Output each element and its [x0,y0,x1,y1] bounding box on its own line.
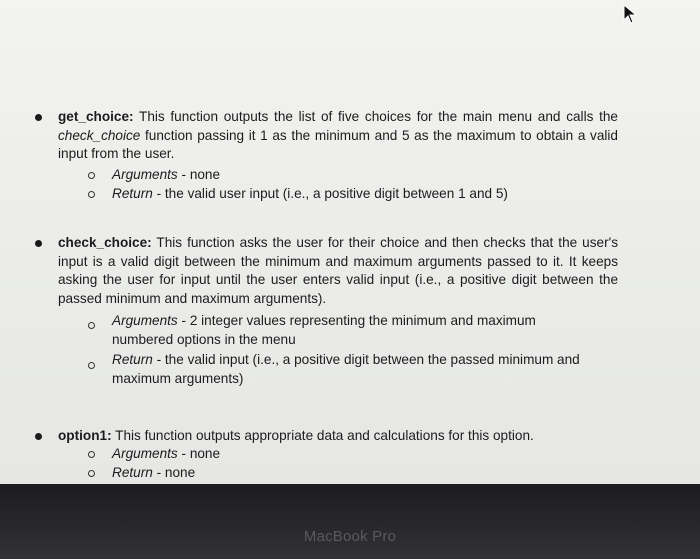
function-name: option1: [58,428,112,443]
sub-item-arguments [112,445,612,464]
paragraph-check-choice [58,234,618,308]
sub-bullet-icon [88,322,95,329]
function-name: check_choice: [58,235,152,250]
description-text: function passing it 1 as the minimum and 5 as the maximum to obtain a valid input from the user. [58,127,618,162]
sub-item-label: Arguments [112,167,178,182]
sub-item-desc: - none [177,446,221,461]
sub-bullet-icon [88,470,95,477]
bullet-icon [35,433,42,440]
sub-item-label: Arguments [112,313,178,328]
bullet-icon [35,240,42,247]
sub-item-desc: - the valid input (i.e., a positive digit between the passed minimum and maximum arguments) [112,352,580,386]
sub-bullet-icon [88,362,95,369]
description-text: This function outputs appropriate data and calculations for this option. [111,428,534,443]
paragraph-option1 [58,427,618,446]
paragraph-get-choice [58,108,618,164]
sub-item-label: Return [112,186,153,201]
sub-bullet-icon [88,172,95,179]
sub-item-arguments [112,166,612,185]
bullet-icon [35,114,42,121]
sub-item-desc: - none [177,167,221,182]
sub-item-desc: - the valid user input (i.e., a positive digit between 1 and 5) [152,186,508,201]
sub-item-return [112,351,602,388]
sub-item-return [112,185,612,204]
inline-function-name: check_choice [58,127,141,143]
sub-item-return [112,464,612,483]
sub-item-arguments [112,312,582,349]
sub-bullet-icon [88,191,95,198]
mouse-pointer-icon [622,4,638,24]
sub-item-desc: - 2 integer values representing the minimum and maximum numbered options in the menu [112,313,536,347]
laptop-brand-label: MacBook Pro [303,528,397,545]
laptop-bezel [0,484,700,559]
sub-bullet-icon [88,451,95,458]
sub-item-label: Arguments [112,446,178,461]
function-name: get_choice: [58,109,134,124]
description-text: This function asks the user for their choice and then checks that the user's input is a valid digit between the minimum and maximum arguments passed to it. It keeps asking the user for input until the user enters valid input (i.e., a positive digit between the passed minimum and maximum arguments). [58,235,618,306]
description-text: This function outputs the list of five choices for the main menu and calls the [133,109,618,124]
sub-item-desc: - none [152,465,196,480]
sub-item-label: Return [112,352,153,367]
sub-item-label: Return [112,465,153,480]
